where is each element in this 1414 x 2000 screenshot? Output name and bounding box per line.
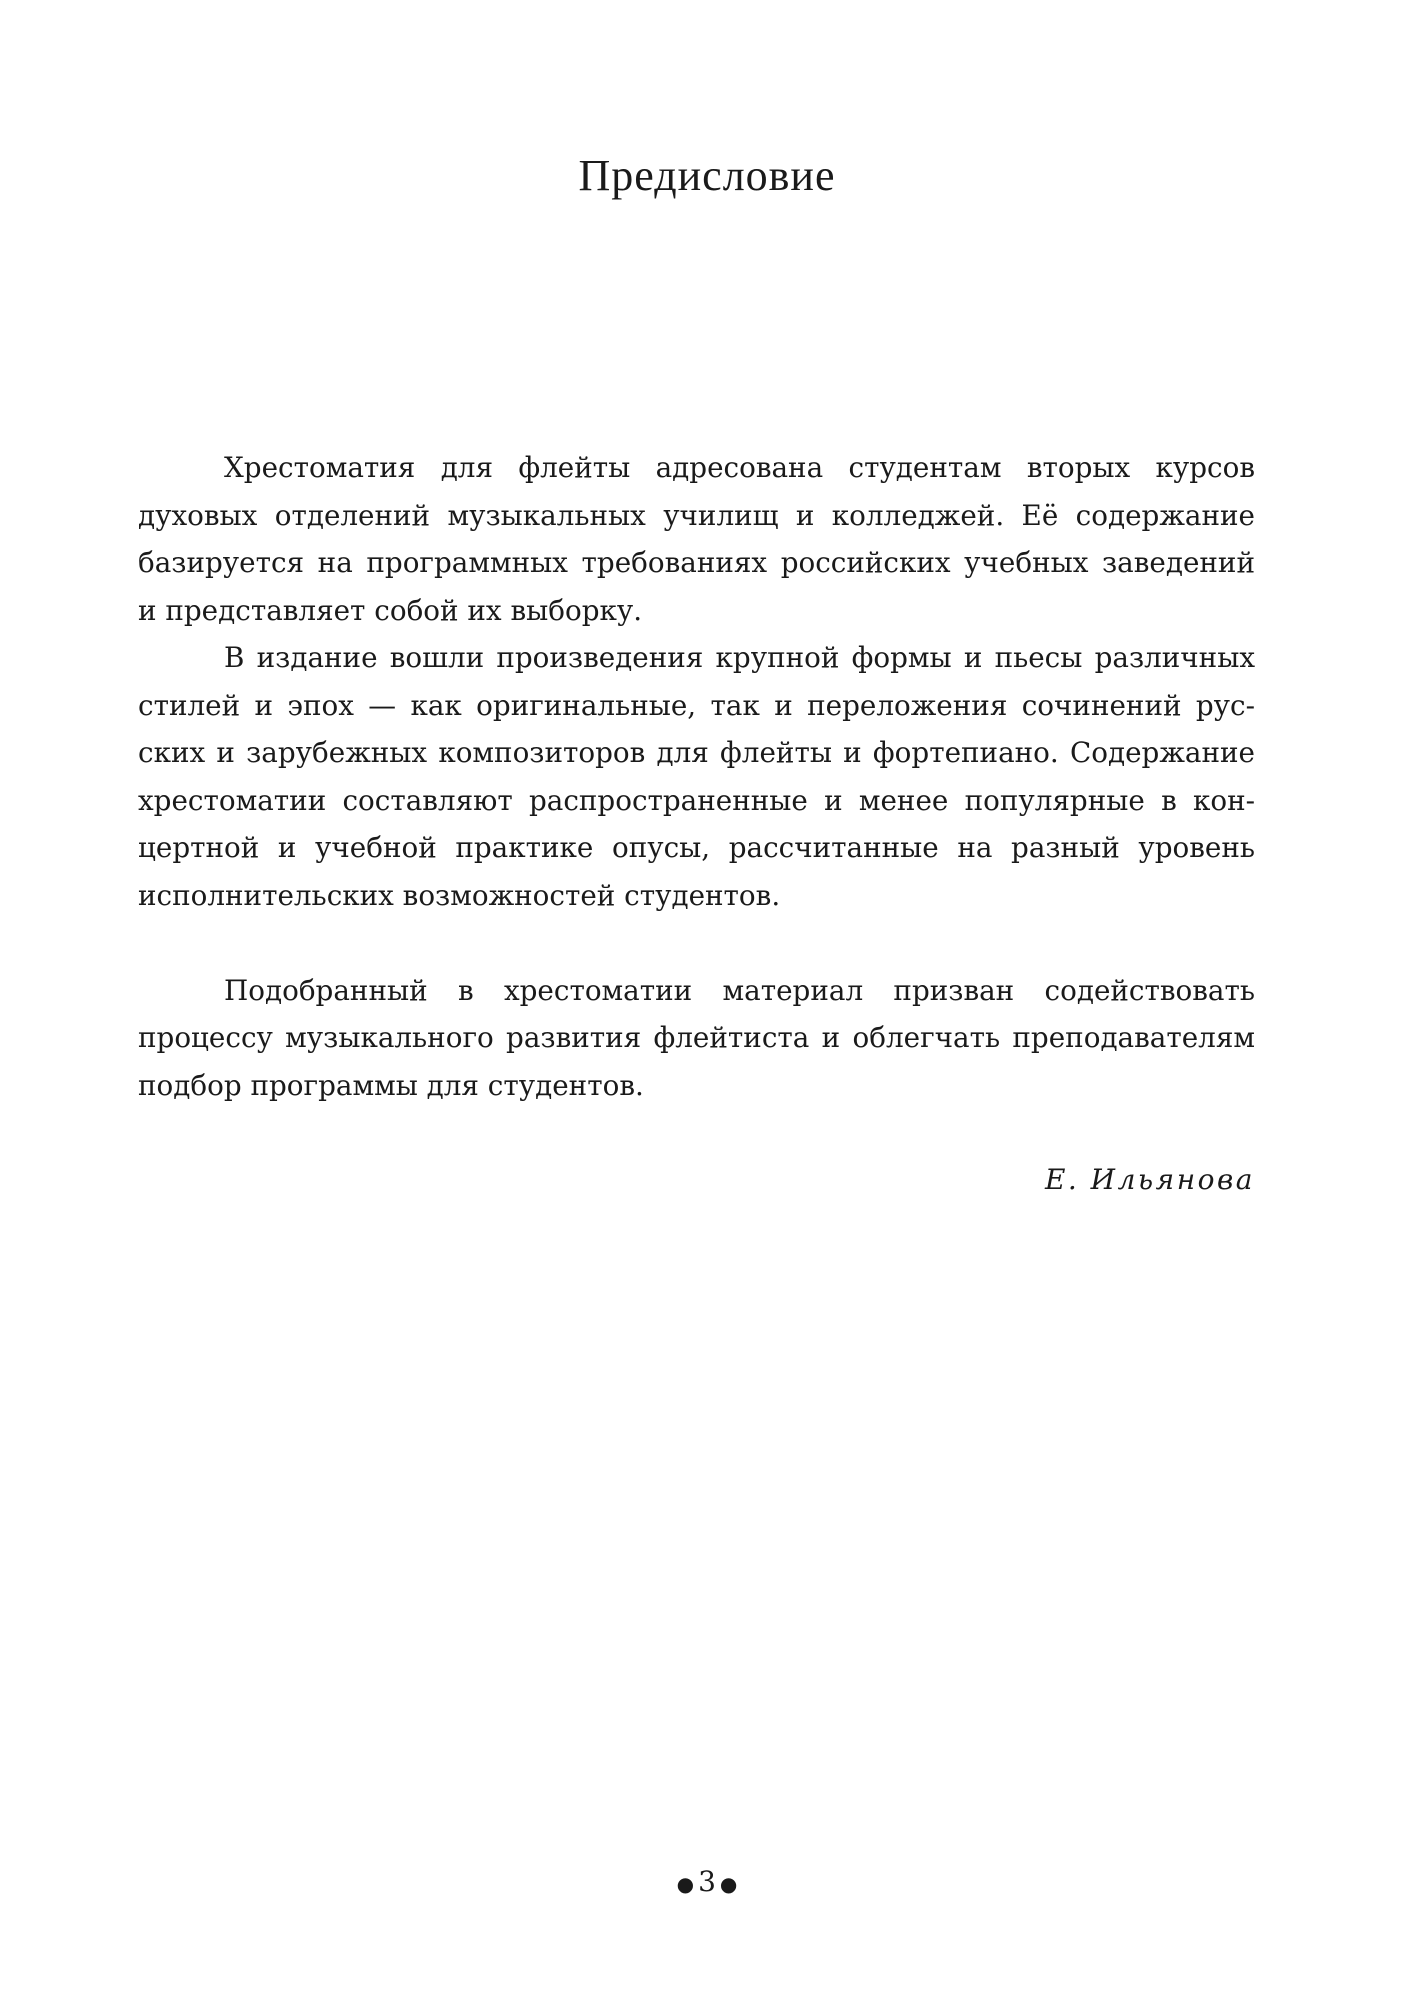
paragraph-3 (138, 967, 1255, 1110)
bullet-icon: ● (676, 1871, 695, 1896)
page-number (0, 1860, 1414, 1906)
author-signature: Е. Ильянова (1044, 1163, 1255, 1196)
text-line: ских и зарубежных композиторов для флейты и фортепиано. Содержание (138, 736, 1255, 769)
text-line: исполнительских возможностей студентов. (138, 878, 781, 912)
text-line: подбор программы для студентов. (138, 1068, 644, 1102)
text-line: Подобранный в хрестоматии материал призван содействовать (224, 973, 1255, 1007)
text-line: базируется на программных требованиях российских учебных заведений (138, 546, 1255, 579)
text-line: Хрестоматия для флейты адресована студентам вторых курсов (224, 451, 1255, 484)
paragraph-2 (138, 634, 1255, 919)
text-line: духовых отделений музыкальных училищ и колледжей. Её содержание (138, 498, 1255, 532)
page-number-value: 3 (698, 1865, 716, 1898)
paragraph-gap (138, 919, 1255, 967)
text-line: стилей и эпох — как оригинальные, так и переложения сочинений рус- (138, 688, 1255, 722)
bullet-icon: ● (719, 1871, 738, 1896)
paragraph-1 (138, 444, 1255, 634)
page-title: Предисловие (578, 151, 836, 200)
text-line: и представляет собой их выборку. (138, 593, 643, 627)
text-line: процессу музыкального развития флейтиста и облегчать преподавателям (138, 1021, 1255, 1054)
text-line: В издание вошли произведения крупной формы и пьесы различных (224, 641, 1255, 674)
text-line: цертной и учебной практике опусы, рассчитанные на разный уровень (138, 831, 1255, 864)
preface-body (138, 444, 1255, 1109)
text-line: хрестоматии составляют распространенные и менее популярные в кон- (138, 783, 1255, 817)
